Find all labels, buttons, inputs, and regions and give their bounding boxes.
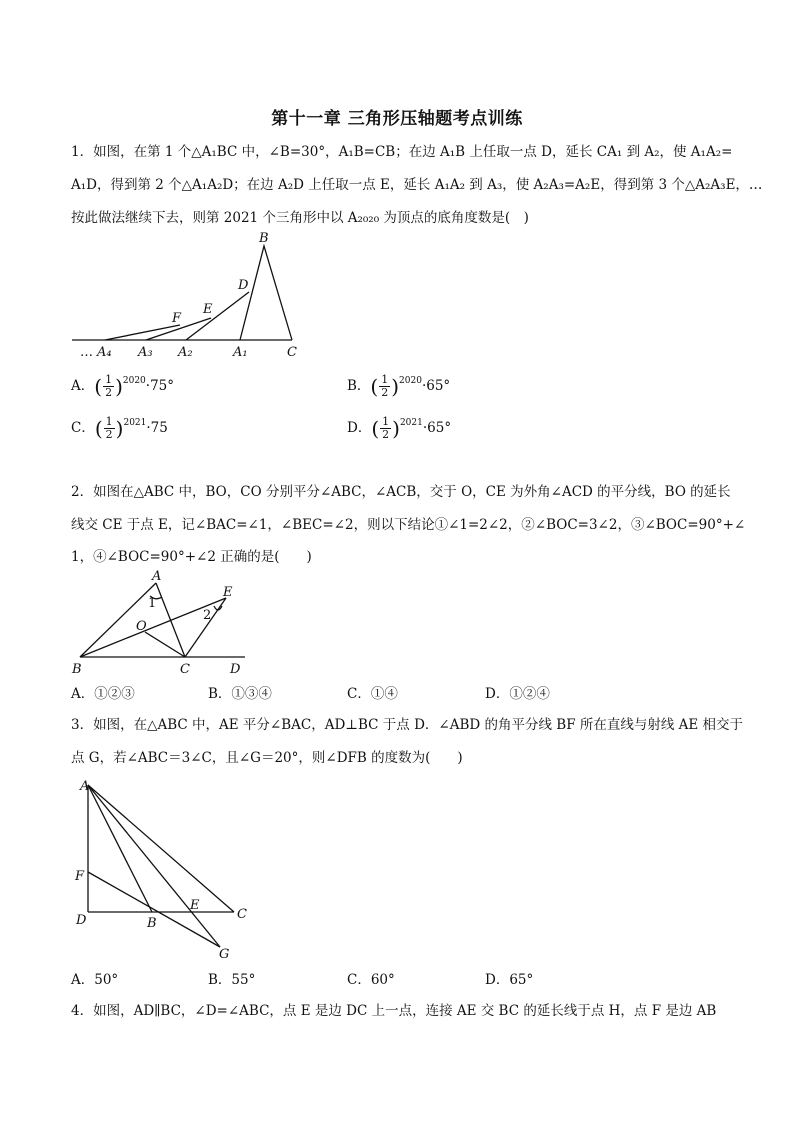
q1-segment-A4-F	[105, 325, 180, 340]
q2-option-a: A．①②③	[71, 686, 135, 702]
q3-text-line-1: 3．如图，在△ABC 中，AE 平分∠BAC，AD⊥BC 于点 D．∠ABD 的角平分线 BF 所在直线与射线 AE 相交于	[71, 717, 744, 733]
q3-label-B: B	[147, 916, 157, 931]
q2-label-C: C	[180, 662, 190, 677]
q2-option-c: C．①④	[347, 686, 398, 702]
q4-text-line-1: 4．如图，AD∥BC，∠D=∠ABC，点 E 是边 DC 上一点，连接 AE 交 BC 的延长线于点 H，点 F 是边 AB	[71, 1003, 717, 1019]
q3-option-b: B．55°	[208, 972, 256, 988]
q2-label-B: B	[72, 662, 82, 677]
q2-label-1: 1	[148, 596, 157, 611]
q1-label-A3: A₃	[138, 345, 153, 360]
q2-line-CE	[185, 598, 226, 657]
q1-label-B: B	[259, 231, 269, 246]
q3-label-G: G	[219, 947, 230, 962]
q3-line-AC	[88, 785, 234, 912]
q1-label-A4: A₄	[97, 345, 112, 360]
q1-label-E: E	[203, 302, 213, 317]
q2-label-O: O	[136, 619, 147, 634]
q1-text-line-1: 1．如图，在第 1 个△A₁BC 中，∠B=30°，A₁B=CB；在边 A₁B 上任取一点 D，延长 CA₁ 到 A₂，使 A₁A₂=	[71, 144, 733, 160]
page-title: 第十一章 三角形压轴题考点训练	[271, 109, 523, 129]
q2-label-E: E	[223, 585, 233, 600]
q3-option-d: D．65°	[485, 972, 534, 988]
q2-text-line-2: 线交 CE 于点 E，记∠BAC=∠1，∠BEC=∠2，则以下结论①∠1=2∠2，②∠BOC=3∠2，③∠BOC=90°+∠	[71, 517, 746, 533]
q2-label-2: 2	[203, 608, 212, 623]
q1-label-D: D	[238, 278, 249, 293]
q1-option-c: C．( $\frac{1}{2}$ )$^{2021}$·75	[71, 415, 168, 441]
q1-label-A1: A₁	[233, 345, 248, 360]
q2-angle-arc-1	[150, 596, 162, 599]
q3-line-FG	[88, 872, 220, 947]
q1-segment-A2-D	[186, 292, 249, 340]
q2-side-AB	[80, 583, 156, 657]
q2-line-BE	[80, 598, 226, 657]
q3-line-AG	[88, 785, 220, 947]
q1-label-F: F	[172, 311, 182, 326]
q1-label-C: C	[287, 345, 297, 360]
q1-text-line-3: 按此做法继续下去，则第 2021 个三角形中以 A₂₀₂₀ 为顶点的底角度数是( )	[71, 210, 529, 226]
q1-segment-A3-E	[146, 318, 211, 340]
q2-angle-arc-2	[214, 606, 222, 610]
q2-text-line-3: 1，④∠BOC=90°+∠2 正确的是( )	[71, 549, 312, 565]
q3-label-D: D	[76, 913, 87, 928]
q3-option-c: C．60°	[347, 972, 395, 988]
q3-option-a: A．50°	[71, 972, 119, 988]
q3-label-C: C	[237, 907, 247, 922]
q3-label-A: A	[80, 779, 90, 794]
q3-line-AB	[88, 785, 152, 912]
q2-text-line-1: 2．如图在△ABC 中，BO，CO 分别平分∠ABC，∠ACB，交于 O，CE 为外角∠ACD 的平分线，BO 的延长	[71, 484, 731, 500]
q2-label-A: A	[152, 569, 162, 584]
q1-option-b: B．( $\frac{1}{2}$ )$^{2020}$·65°	[347, 373, 451, 399]
q2-label-D: D	[230, 662, 241, 677]
q1-text-line-2: A₁D，得到第 2 个△A₁A₂D；在边 A₂D 上任取一点 E，延长 A₁A₂ 到 A₃，使 A₂A₃=A₂E，得到第 3 个△A₂A₃E，…	[71, 177, 763, 193]
q2-line-CO	[145, 632, 185, 657]
q1-triangle-A1BC	[240, 246, 292, 340]
q1-option-d: D．( $\frac{1}{2}$ )$^{2021}$·65°	[347, 415, 452, 441]
q2-option-b: B．①③④	[208, 686, 272, 702]
q3-label-F: F	[75, 869, 85, 884]
q2-option-d: D．①②④	[485, 686, 550, 702]
q3-text-line-2: 点 G，若∠ABC＝3∠C，且∠G＝20°，则∠DFB 的度数为( )	[71, 750, 463, 766]
q1-option-a: A．( $\frac{1}{2}$ )$^{2020}$·75°	[71, 373, 175, 399]
q1-label-dots: …	[80, 345, 93, 360]
q3-label-E: E	[190, 898, 200, 913]
q1-label-A2: A₂	[178, 345, 193, 360]
q2-side-AC	[156, 583, 185, 657]
